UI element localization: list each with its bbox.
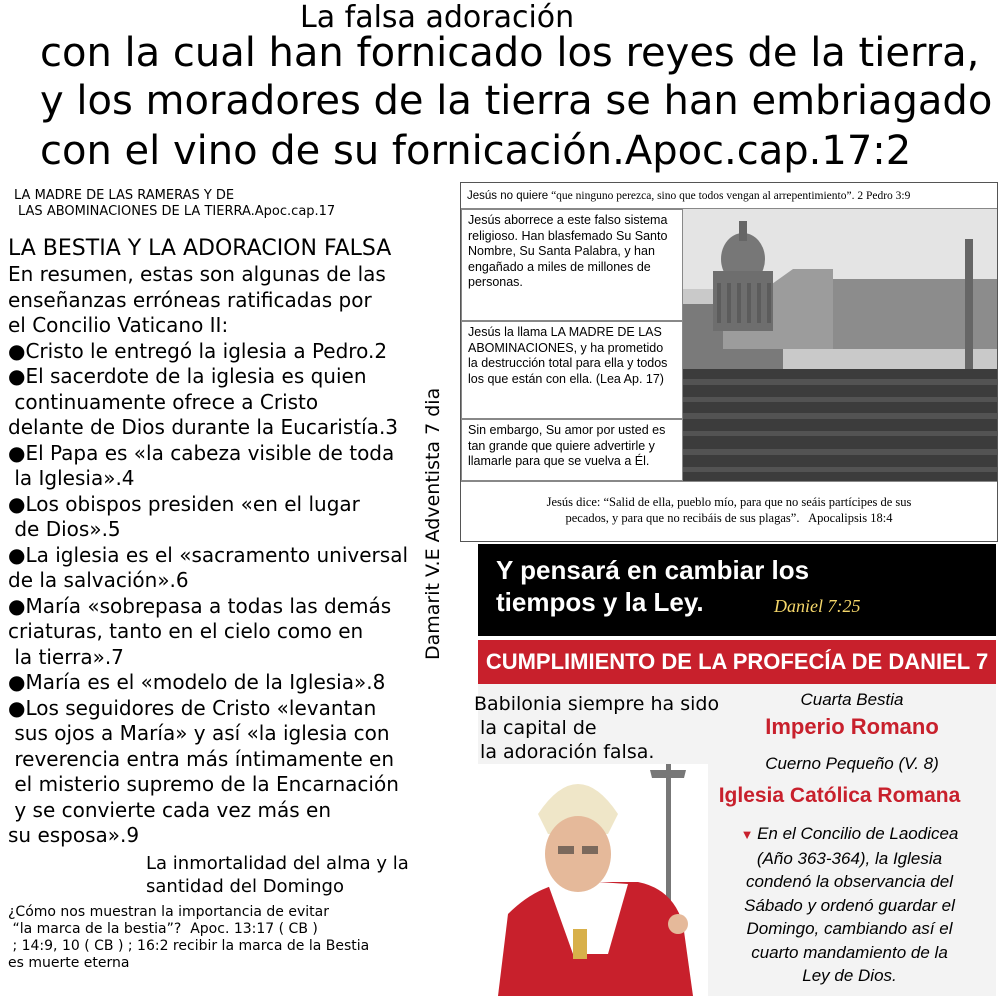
concilio-line [703, 822, 996, 847]
marca-line: es muerte eterna [8, 955, 130, 971]
subtitle-line-2: LAS ABOMINACIONES DE LA TIERRA.Apoc.cap.17 [18, 204, 336, 219]
teaching-line: continuamente ofrece a Cristo [8, 389, 319, 414]
pope-illustration [478, 764, 708, 996]
teaching-last-line: su esposa».9 [8, 823, 140, 847]
daniel-banner [478, 544, 996, 636]
teaching-line: En resumen, estas son algunas de las [8, 262, 386, 286]
banner-line-2: tiempos y la Ley. [496, 587, 704, 617]
teaching-line: la Iglesia».4 [8, 466, 135, 490]
teaching-line: ●Los obispos presiden «en el lugar [8, 491, 360, 516]
bottom-quote [461, 481, 997, 541]
bottom-quote-line-1: Jesús dice: “Salid de ella, pueblo mío, para que no seáis partícipes de sus [546, 495, 912, 509]
top-quote [461, 183, 997, 209]
teaching-line: sus ojos a María» y así «la iglesia con [8, 721, 390, 745]
header-line-1: con la cual han fornicado los reyes de la tierra, [40, 30, 980, 76]
concilio-line: cuarto mandamiento de la [751, 942, 948, 962]
box-madre: Jesús la llama LA MADRE DE LAS ABOMINACIONES, y ha prometido la destrucción total para ella y todos los que están con ella. (Lea Ap. 17) [461, 321, 683, 419]
box-amor: Sin embargo, Su amor por usted es tan grande que quiere advertirle y llamarle para que se vuelva a Él. [461, 419, 683, 481]
inmortalidad-line-2: santidad del Domingo [146, 876, 344, 897]
cuarta-bestia: Cuarta Bestia [800, 690, 904, 709]
subtitle-line-1: LA MADRE DE LAS RAMERAS Y DE [14, 188, 235, 203]
teaching-line: ●El sacerdote de la iglesia es quien [8, 364, 367, 388]
teaching-line: enseñanzas erróneas ratificadas por [8, 287, 372, 312]
st-peters-square-photo [683, 209, 997, 481]
teaching-line: de Dios».5 [8, 517, 121, 541]
babilonia-text [474, 692, 719, 764]
teaching-line: ●María es el «modelo de la Iglesia».8 [8, 670, 386, 694]
marca-line: “la marca de la bestia”? Apoc. 13:17 ( CB ) [8, 921, 318, 937]
marca-line: ¿Cómo nos muestran la importancia de evitar [8, 904, 329, 920]
concilio-line: condenó la observancia del [746, 872, 953, 891]
teaching-line: reverencia entra más íntimamente en [8, 746, 395, 771]
bottom-quote-line-2: pecados, y para que no recibáis de sus plagas”. Apocalipsis 18:4 [565, 511, 893, 525]
concilio-text [703, 822, 996, 988]
concilio-line: Sábado y ordenó guardar el [744, 895, 955, 915]
teaching-line: delante de Dios durante la Eucaristía.3 [8, 415, 399, 439]
prophecy-title: CUMPLIMIENTO DE LA PROFECÍA DE DANIEL 7 [478, 640, 996, 684]
imperio-romano: Imperio Romano [765, 714, 939, 739]
teaching-line: la tierra».7 [8, 644, 124, 669]
inmortalidad-line-1: La inmortalidad del alma y la [146, 853, 409, 874]
subtitle [14, 188, 454, 220]
header-line-3: con el vino de su fornicación.Apoc.cap.17:2 [40, 128, 912, 174]
inmortalidad-note [146, 852, 409, 898]
top-quote-prefix: Jesús no quiere [467, 190, 549, 202]
cuerno-pequeno: Cuerno Pequeño (V. 8) [765, 754, 939, 773]
babilonia-line: la adoración falsa. [474, 741, 655, 763]
red-triangle-icon: ▼ [740, 827, 758, 842]
author-vertical-text: Damarit V.E Adventista 7 dia [422, 387, 444, 660]
teaching-line: ●La iglesia es el «sacramento universal [8, 542, 408, 567]
banner-text [496, 554, 809, 618]
infographic-panel [460, 182, 998, 542]
concilio-line: (Año 363-364), la Iglesia [756, 848, 943, 868]
teaching-line: ●Los seguidores de Cristo «levantan [8, 695, 377, 720]
concilio-line: Domingo, cambiando así el [746, 919, 953, 938]
teaching-line [8, 823, 448, 849]
page-title: La falsa adoración [300, 0, 575, 35]
teaching-line: ●María «sobrepasa a todas las demás [8, 593, 392, 618]
teaching-line: de la salvación».6 [8, 568, 189, 592]
babilonia-line: Babilonia siempre ha sido [474, 693, 720, 715]
teaching-line: ●El Papa es «la cabeza visible de toda [8, 440, 395, 465]
babilonia-line: la capital de [474, 717, 597, 739]
banner-line-1: Y pensará en cambiar los [496, 555, 810, 585]
box-aborrece: Jesús aborrece a este falso sistema religioso. Han blasfemado Su Santo Nombre, Su Santa Palabra, y han engañado a miles de millones de personas. [461, 209, 683, 321]
teaching-line: ●Cristo le entregó la iglesia a Pedro.2 [8, 338, 388, 363]
banner-reference: Daniel 7:25 [774, 596, 861, 616]
marca-line: ; 14:9, 10 ( CB ) ; 16:2 recibir la marca de la Bestia [8, 938, 370, 954]
teaching-line: el Concilio Vaticano II: [8, 313, 229, 337]
section-title: LA BESTIA Y LA ADORACION FALSA [8, 236, 392, 261]
teachings-list [8, 262, 448, 849]
header-line-2: y los moradores de la tierra se han embriagado [40, 78, 993, 124]
top-quote-text: “que ninguno perezca, sino que todos vengan al arrepentimiento”. 2 Pedro 3:9 [548, 190, 911, 202]
teaching-line: el misterio supremo de la Encarnación [8, 772, 399, 796]
concilio-line: Ley de Dios. [802, 966, 897, 985]
iglesia-catolica: Iglesia Católica Romana [718, 784, 961, 807]
teaching-line: criaturas, tanto en el cielo como en [8, 619, 364, 643]
teaching-line: y se convierte cada vez más en [8, 797, 332, 822]
marca-question [8, 904, 458, 972]
basilica-illustration [683, 209, 997, 481]
concilio-line-text: En el Concilio de Laodicea [757, 824, 959, 843]
